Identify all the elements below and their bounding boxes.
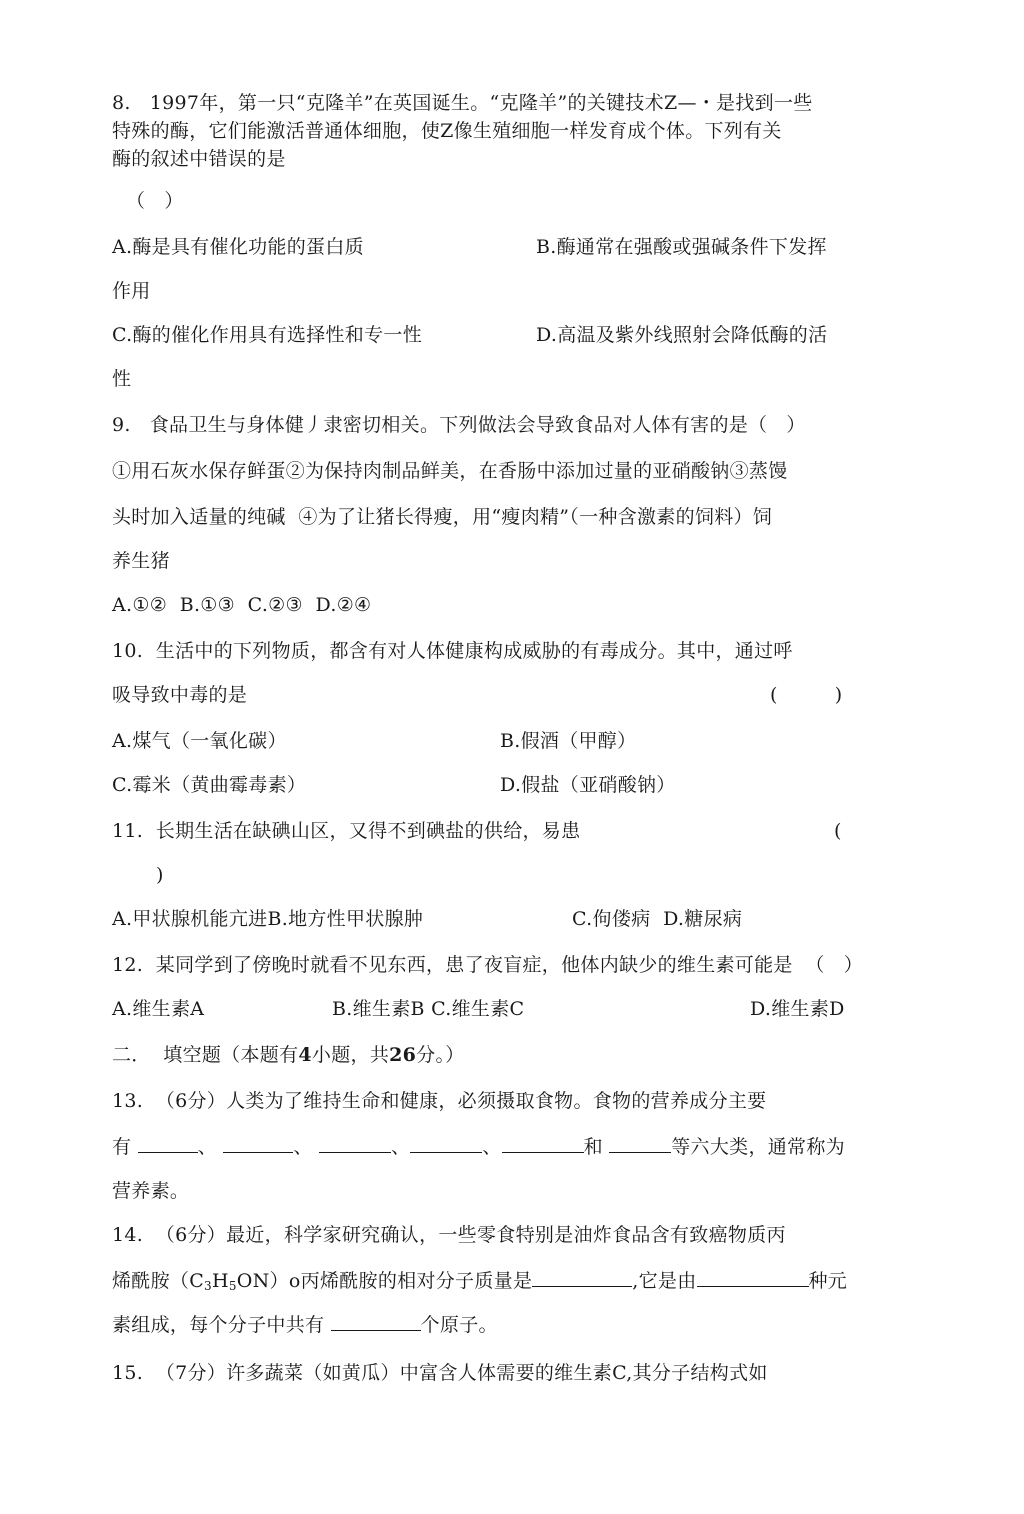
q10-option-c: C.霉米（黄曲霉毒素） (112, 774, 307, 796)
q8-line2: 特殊的酶，它们能激活普通体细胞，使Z像生殖细胞一样发育成个体。下列有关 (112, 120, 782, 142)
q11-options-ab: A.甲状腺机能亢进B.地方性甲状腺肿 (112, 908, 424, 930)
q11-bracket-open: ( (834, 820, 842, 842)
q14-sub-2: 5 (228, 1279, 237, 1293)
section-2-score: 26 (389, 1044, 417, 1066)
section-2-suffix: 分。） (416, 1044, 465, 1066)
q8-option-c: C.酶的催化作用具有选择性和专一性 (112, 324, 423, 346)
q12-option-d: D.维生素D (750, 998, 845, 1020)
q14-line2-d: ,它是由 (632, 1270, 697, 1292)
q10-line1: 10. 生活中的下列物质，都含有对人体健康构成威胁的有毒成分。其中，通过呼 (112, 640, 793, 662)
q14-line2-e: 种元 (808, 1270, 848, 1292)
q8-option-b: B.酶通常在强酸或强碱条件下发挥 (536, 236, 827, 258)
q14-sub-1: 3 (204, 1279, 212, 1293)
q14-line2-b: H (211, 1270, 229, 1292)
section-2-mid: 小题，共 (311, 1044, 390, 1066)
q13-sep-3: 、 (390, 1136, 411, 1158)
q14-blank-mass[interactable] (532, 1268, 632, 1287)
q12-options-bc: B.维生素B C.维生素C (332, 998, 525, 1020)
q8-option-b-cont: 作用 (112, 280, 151, 302)
q14-line2-a: 烯酰胺（C (112, 1270, 205, 1292)
q15-line1: 15. （7分）许多蔬菜（如黄瓜）中富含人体需要的维生素C,其分子结构式如 (112, 1362, 768, 1384)
q13-blank-1[interactable] (138, 1134, 198, 1153)
q9-options: A.①② B.①③ C.②③ D.②④ (112, 594, 372, 616)
q13-sep-5: 和 (583, 1136, 603, 1158)
q14-line2-c: ON）o丙烯酰胺的相对分子质量是 (236, 1270, 533, 1292)
q14-blank-atoms[interactable] (331, 1312, 421, 1331)
q9-line2: ①用石灰水保存鲜蛋②为保持肉制品鲜美，在香肠中添加过量的亚硝酸钠③蒸馒 (112, 460, 788, 482)
q14-blank-elements[interactable] (697, 1268, 809, 1287)
section-2-prefix: 二． 填空题（本题有 (112, 1044, 299, 1066)
q14-line3-a: 素组成，每个分子中共有 (112, 1314, 331, 1336)
q9-line3: 头时加入适量的纯碱 ④为了让猪长得瘦，用“瘦肉精”（一种含激素的饲料）饲 (112, 506, 773, 528)
q11-options-cd: C.佝偻病 D.糖尿病 (572, 908, 743, 930)
q13-line2 (112, 1134, 845, 1160)
q13-line2-end: 等六大类，通常称为 (671, 1136, 845, 1158)
q13-sep-1: 、 (197, 1136, 217, 1158)
q10-option-a: A.煤气（一氧化碳） (112, 730, 287, 752)
q13-blank-5[interactable] (502, 1134, 584, 1153)
q13-line3: 营养素。 (112, 1180, 190, 1202)
q11-bracket-close: ) (156, 864, 164, 886)
q8-answer-bracket: （ ） (126, 190, 184, 212)
q12-line1: 12. 某同学到了傍晚时就看不见东西，患了夜盲症，他体内缺少的维生素可能是 （ ） (112, 954, 863, 976)
q8-line1: 8. 1997年，第一只“克隆羊”在英国诞生。“克隆羊”的关键技术Z—・是找到一些 (112, 92, 813, 114)
q8-option-d-cont: 性 (112, 368, 132, 390)
q13-line2-start: 有 (112, 1136, 132, 1158)
q12-option-a: A.维生素A (112, 998, 205, 1020)
q13-line1: 13. （6分）人类为了维持生命和健康，必须摄取食物。食物的营养成分主要 (112, 1090, 767, 1112)
q13-sep-4: 、 (482, 1136, 502, 1158)
q14-line3 (112, 1312, 498, 1338)
q14-line3-b: 个原子。 (420, 1314, 498, 1336)
q14-line1: 14. （6分）最近，科学家研究确认，一些零食特别是油炸食品含有致癌物质丙 (112, 1224, 786, 1246)
q10-option-d: D.假盐（亚硝酸钠） (500, 774, 676, 796)
q9-line1: 9. 食品卫生与身体健丿隶密切相关。下列做法会导致食品对人体有害的是（ ） (112, 414, 806, 436)
q13-sep-2: 、 (293, 1136, 313, 1158)
q10-answer-bracket: ( ) (770, 684, 843, 706)
q9-line4: 养生猪 (112, 550, 170, 572)
section-2-count: 4 (298, 1044, 312, 1066)
section-2-heading (112, 1042, 465, 1068)
q14-line2 (112, 1268, 847, 1294)
q13-blank-6[interactable] (609, 1134, 671, 1153)
q10-line2: 吸导致中毒的是 (112, 684, 248, 706)
q8-line3: 酶的叙述中错误的是 (112, 148, 286, 170)
q8-option-a: A.酶是具有催化功能的蛋白质 (112, 236, 364, 258)
q10-option-b: B.假酒（甲醇） (500, 730, 637, 752)
q11-line1: 11. 长期生活在缺碘山区，又得不到碘盐的供给，易患 (112, 820, 581, 842)
q13-blank-3[interactable] (319, 1134, 391, 1153)
q13-blank-4[interactable] (410, 1134, 482, 1153)
q8-option-d: D.高温及紫外线照射会降低酶的活 (536, 324, 828, 346)
q13-blank-2[interactable] (223, 1134, 293, 1153)
